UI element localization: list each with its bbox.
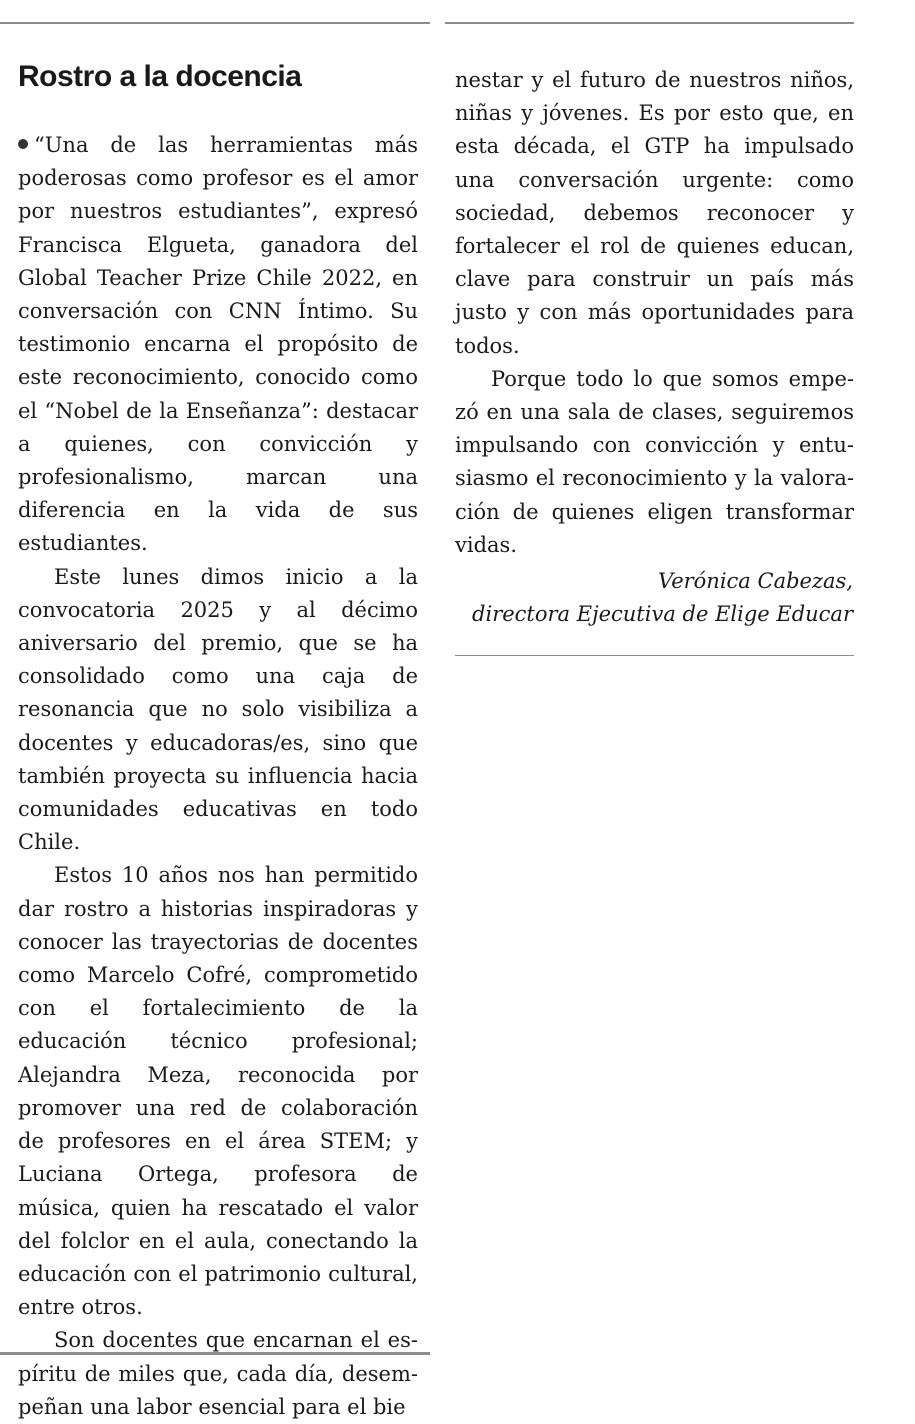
left-column	[18, 129, 418, 1424]
top-rule-right	[445, 22, 854, 24]
author-signature	[472, 565, 853, 631]
top-rule-left	[0, 22, 430, 24]
paragraph-3: Estos 10 años nos han permitido dar rostro a historias inspiradoras y conocer las trayectorias de docentes como Marcelo Cofré, comprometido con el fortalecimiento de la educación técnico profesional; Alejandra Meza, reconocida por promover una red de colaboración de profesores en el área STEM; y Luciana Ortega, profesora de música, quien ha rescatado el valor del folclor en el aula, conectando la educación con el patrimonio cultural, entre otros.	[18, 863, 418, 1320]
right-column-end-rule	[455, 655, 854, 656]
paragraph-5: nestar y el futuro de nuestros niños, niñas y jóvenes. Es por esto que, en esta década, el GTP ha impulsado una conversación urgente: como sociedad, debemos reconocer y fortalecer el rol de quienes educan, clave para construir un país más justo y con más oportunidades para todos.	[455, 68, 854, 358]
paragraph-6: Porque todo lo que somos empezó en una sala de clases, seguiremos impulsando con convicción y entusiasmo el reconocimiento y la valoración de quienes eligen transformar vidas.	[455, 366, 854, 557]
author-name: Verónica Cabezas,	[657, 569, 853, 593]
article-headline: Rostro a la docencia	[18, 60, 302, 93]
author-role: directora Ejecutiva de Elige Educar	[472, 602, 853, 626]
paragraph-4: Son docentes que encarnan el espíritu de miles que, cada día, desempeñan una labor esencial para el bie	[18, 1328, 418, 1419]
paragraph-1	[18, 129, 418, 561]
right-column	[455, 64, 854, 562]
paragraph-2: Este lunes dimos inicio a la convocatoria 2025 y al décimo aniversario del premio, que se ha consolidado como una caja de resonancia que no solo visibiliza a docentes y educadoras/es, sino que también proyecta su influencia hacia comunidades educativas en todo Chile.	[18, 564, 418, 855]
paragraph-1-text: “Una de las herramientas más poderosas como profesor es el amor por nuestros estudiantes”, expresó Francisca Elgueta, ganadora del Global Teacher Prize Chile 2022, en conversación con CNN Íntimo. Su testimonio encarna el propósito de este reconocimiento, conocido como el “Nobel de la Enseñanza”: destacar a quienes, con convicción y profesionalismo, marcan una diferencia en la vida de sus estudiantes.	[18, 133, 418, 556]
bullet-icon	[18, 139, 28, 149]
